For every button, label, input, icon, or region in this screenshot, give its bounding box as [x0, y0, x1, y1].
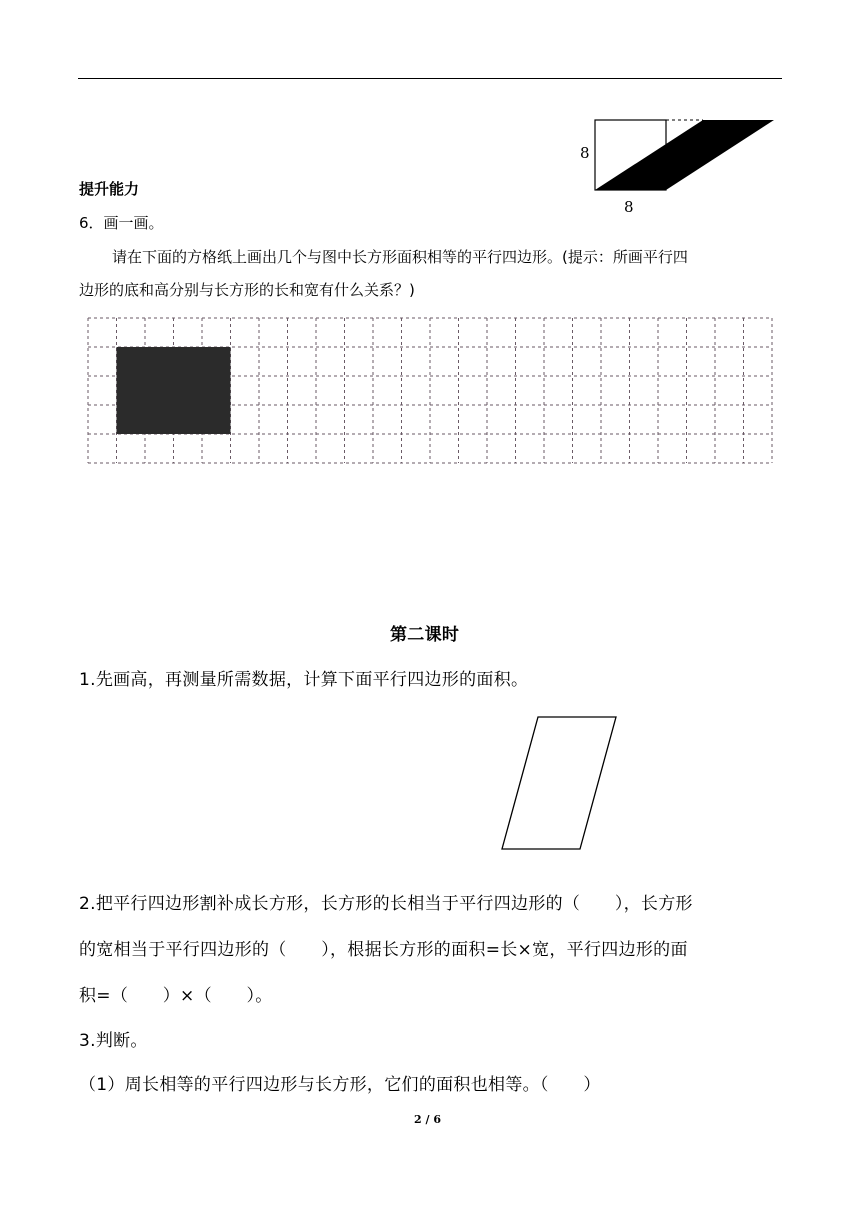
header-rule [78, 78, 782, 79]
question-6-text-line2: 边形的底和高分别与长方形的长和宽有什么关系？) [79, 281, 415, 299]
page-number: 2 / 6 [414, 1113, 441, 1126]
grid-shaded-rectangle [117, 347, 231, 434]
figure-bottom-label: 8 [624, 198, 634, 216]
grid-paper [86, 314, 776, 468]
question-6-title: 6．画一画。 [79, 214, 164, 232]
question-2-line1: 2.把平行四边形割补成长方形，长方形的长相当于平行四边形的（ ），长方形 [79, 894, 693, 914]
measure-parallelogram [498, 715, 620, 853]
rect-parallelogram-figure [578, 112, 778, 216]
lesson-title: 第二课时 [390, 625, 460, 645]
question-1: 1.先画高，再测量所需数据，计算下面平行四边形的面积。 [79, 670, 529, 690]
question-6-text-line1: 请在下面的方格纸上画出几个与图中长方形面积相等的平行四边形。(提示：所画平行四 [112, 248, 688, 266]
question-3-item-1: （1）周长相等的平行四边形与长方形，它们的面积也相等。（ ） [79, 1075, 601, 1095]
question-2-line2: 的宽相当于平行四边形的（ ），根据长方形的面积=长×宽，平行四边形的面 [79, 940, 688, 960]
figure-parallelogram [595, 120, 774, 190]
figure-side-label: 8 [580, 144, 590, 162]
question-3: 3.判断。 [79, 1031, 148, 1051]
section-heading: 提升能力 [79, 180, 140, 198]
question-2-line3: 积=（ ）×（ ）。 [79, 986, 273, 1006]
